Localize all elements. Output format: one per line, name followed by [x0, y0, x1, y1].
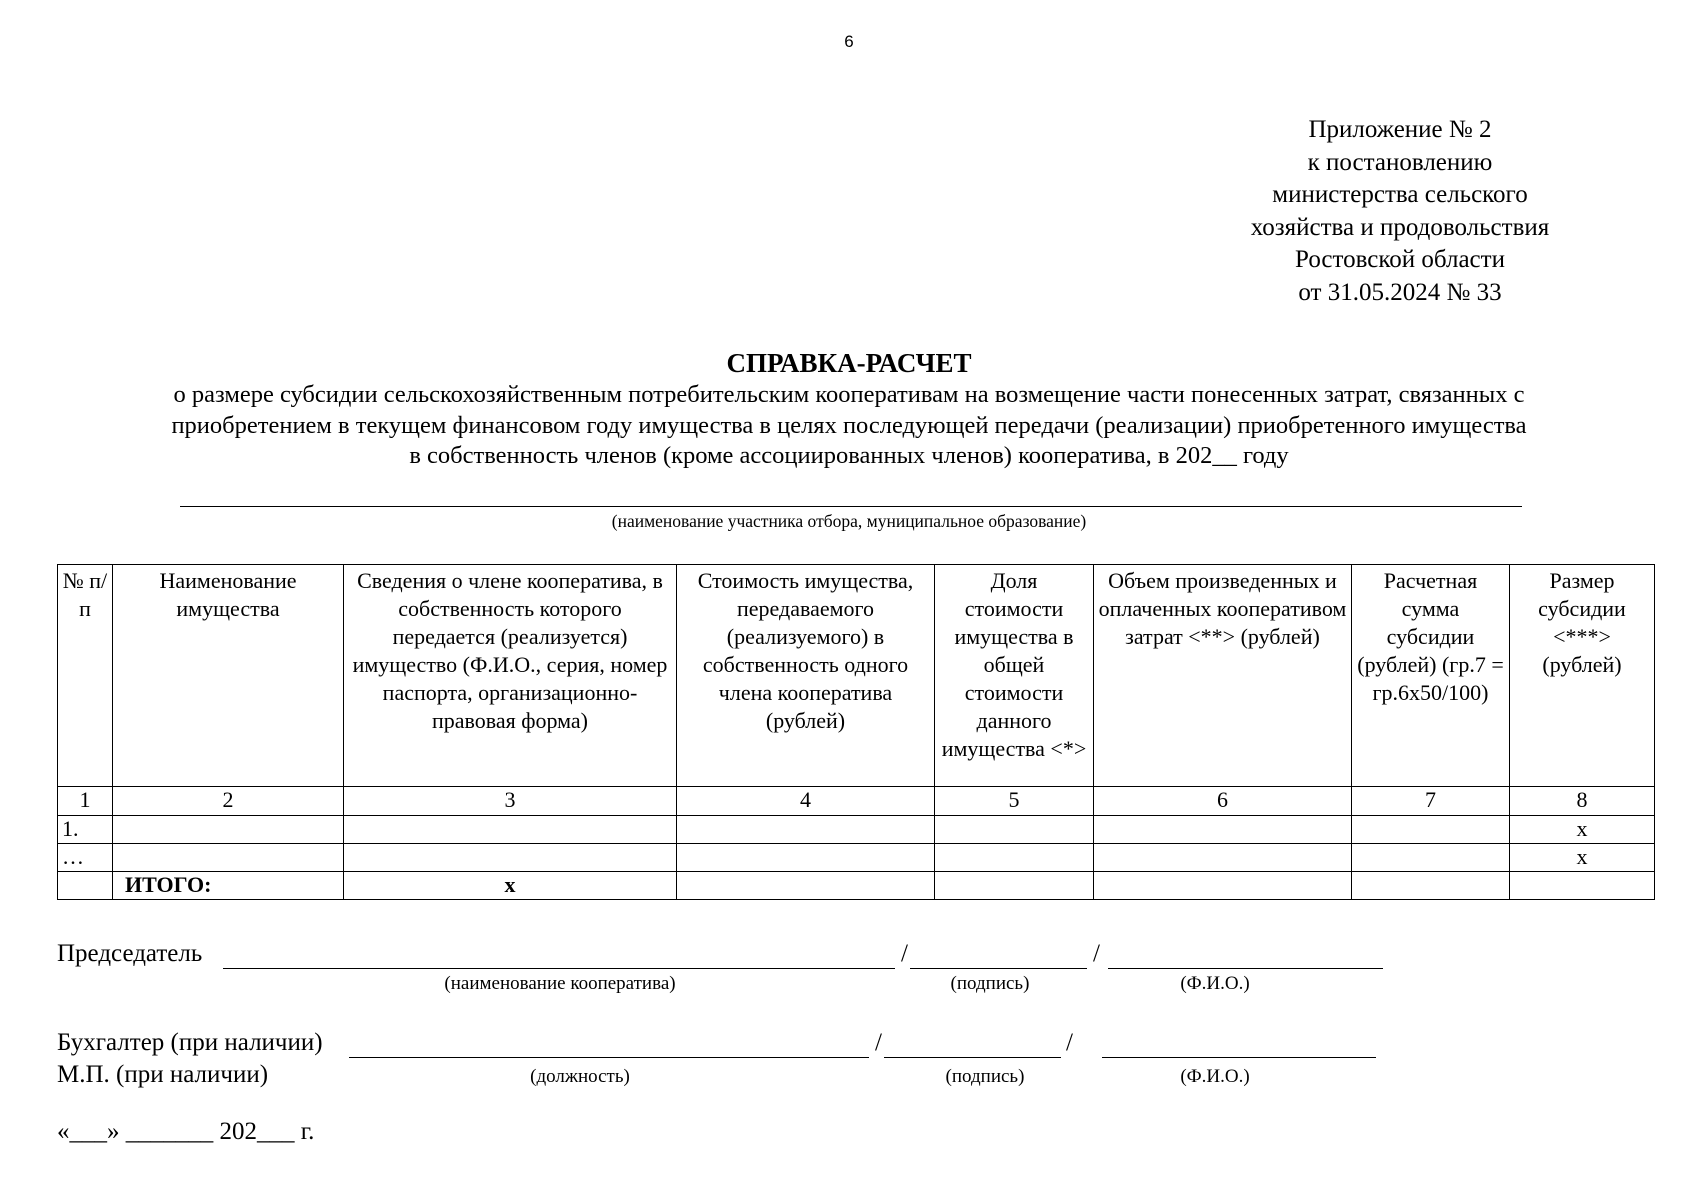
page-number: 6	[844, 32, 854, 51]
header-cell: Стоимость имущества, передаваемого (реализуемого) в собственность одного члена кооператива (рублей)	[677, 565, 935, 787]
document-title: СПРАВКА-РАСЧЕТ	[726, 348, 972, 378]
table-header-row	[58, 565, 1655, 787]
table-cell	[1352, 816, 1510, 844]
column-number-row	[58, 787, 1655, 816]
header-cell: Сведения о члене кооператива, в собственность которого передается (реализуется) имущество (Ф.И.О., серия, номер паспорта, организационно-правовая форма)	[344, 565, 677, 787]
fio-line	[1102, 1057, 1376, 1058]
table-cell	[935, 816, 1094, 844]
participant-name-line	[180, 506, 1522, 507]
table-cell	[677, 816, 935, 844]
table-cell	[1094, 872, 1352, 900]
table-cell	[935, 872, 1094, 900]
table-cell	[113, 816, 344, 844]
table-cell	[1352, 872, 1510, 900]
position-caption: (должность)	[530, 1066, 630, 1087]
table-cell: …	[58, 844, 113, 872]
table-cell	[677, 844, 935, 872]
accountant-label: Бухгалтер (при наличии)	[57, 1029, 323, 1056]
table-cell: х	[344, 872, 677, 900]
coop-name-line	[223, 968, 895, 969]
header-cell: Наименование имущества	[113, 565, 344, 787]
signature-line	[910, 968, 1087, 969]
table-cell	[677, 872, 935, 900]
fio-line	[1108, 968, 1383, 969]
signature-caption: (подпись)	[945, 1066, 1025, 1087]
appendix-block	[1200, 114, 1600, 309]
table-cell	[1094, 844, 1352, 872]
table-row	[58, 816, 1655, 844]
chairman-label: Председатель	[57, 940, 203, 967]
table-cell	[935, 844, 1094, 872]
table-cell: 1.	[58, 816, 113, 844]
position-line	[349, 1057, 869, 1058]
table-cell	[1352, 844, 1510, 872]
column-number: 4	[677, 787, 935, 816]
table-cell	[58, 872, 113, 900]
slash-separator: /	[1093, 940, 1100, 967]
slash-separator: /	[901, 940, 908, 967]
subtitle-line: о размере субсидии сельскохозяйственным потребительским кооперативам на возмещение части понесенных затрат, связанных с	[173, 381, 1525, 408]
table-cell	[344, 844, 677, 872]
table-cell	[1510, 872, 1655, 900]
subtitle-line: приобретением в текущем финансовом году имущества в целях последующей передачи (реализации) приобретенного имущества	[171, 411, 1527, 439]
appendix-line: Приложение № 2	[1308, 116, 1492, 143]
column-number: 2	[113, 787, 344, 816]
appendix-line: от 31.05.2024 № 33	[1298, 278, 1502, 306]
column-number: 7	[1352, 787, 1510, 816]
header-cell: Доля стоимости имущества в общей стоимости данного имущества <*>	[935, 565, 1094, 787]
table-cell	[344, 816, 677, 844]
header-cell: Расчетная сумма субсидии (рублей) (гр.7 = гр.6х50/100)	[1352, 565, 1510, 787]
table-cell: х	[1510, 844, 1655, 872]
appendix-line: хозяйства и продовольствия	[1250, 213, 1550, 241]
slash-separator: /	[1066, 1029, 1073, 1056]
column-number: 6	[1094, 787, 1352, 816]
appendix-line: министерства сельского	[1272, 181, 1528, 208]
appendix-line: Ростовской области	[1295, 246, 1505, 273]
total-label: ИТОГО:	[113, 872, 344, 900]
table-cell	[113, 844, 344, 872]
calculation-table	[57, 564, 1655, 900]
column-number: 3	[344, 787, 677, 816]
table-cell: х	[1510, 816, 1655, 844]
column-number: 1	[58, 787, 113, 816]
subtitle-line: в собственность членов (кроме ассоциированных членов) кооператива, в 202__ году	[409, 442, 1289, 469]
slash-separator: /	[875, 1029, 882, 1056]
coop-name-caption: (наименование кооператива)	[444, 973, 676, 994]
date-line: «___» _______ 202___ г.	[57, 1118, 315, 1145]
signature-caption: (подпись)	[950, 973, 1030, 994]
appendix-line: к постановлению	[1307, 148, 1493, 176]
header-cell: № п/п	[58, 565, 113, 787]
signature-line	[884, 1057, 1061, 1058]
table-row	[58, 844, 1655, 872]
stamp-label: М.П. (при наличии)	[57, 1061, 269, 1088]
total-row	[58, 872, 1655, 900]
table-cell	[1094, 816, 1352, 844]
fio-caption: (Ф.И.О.)	[1180, 973, 1250, 994]
column-number: 8	[1510, 787, 1655, 816]
header-cell: Размер субсидии <***> (рублей)	[1510, 565, 1655, 787]
fio-caption: (Ф.И.О.)	[1180, 1066, 1250, 1087]
header-cell: Объем произведенных и оплаченных кооперативом затрат <**> (рублей)	[1094, 565, 1352, 787]
column-number: 5	[935, 787, 1094, 816]
document-subtitle	[50, 380, 1648, 472]
participant-caption: (наименование участника отбора, муниципальное образование)	[611, 511, 1087, 531]
